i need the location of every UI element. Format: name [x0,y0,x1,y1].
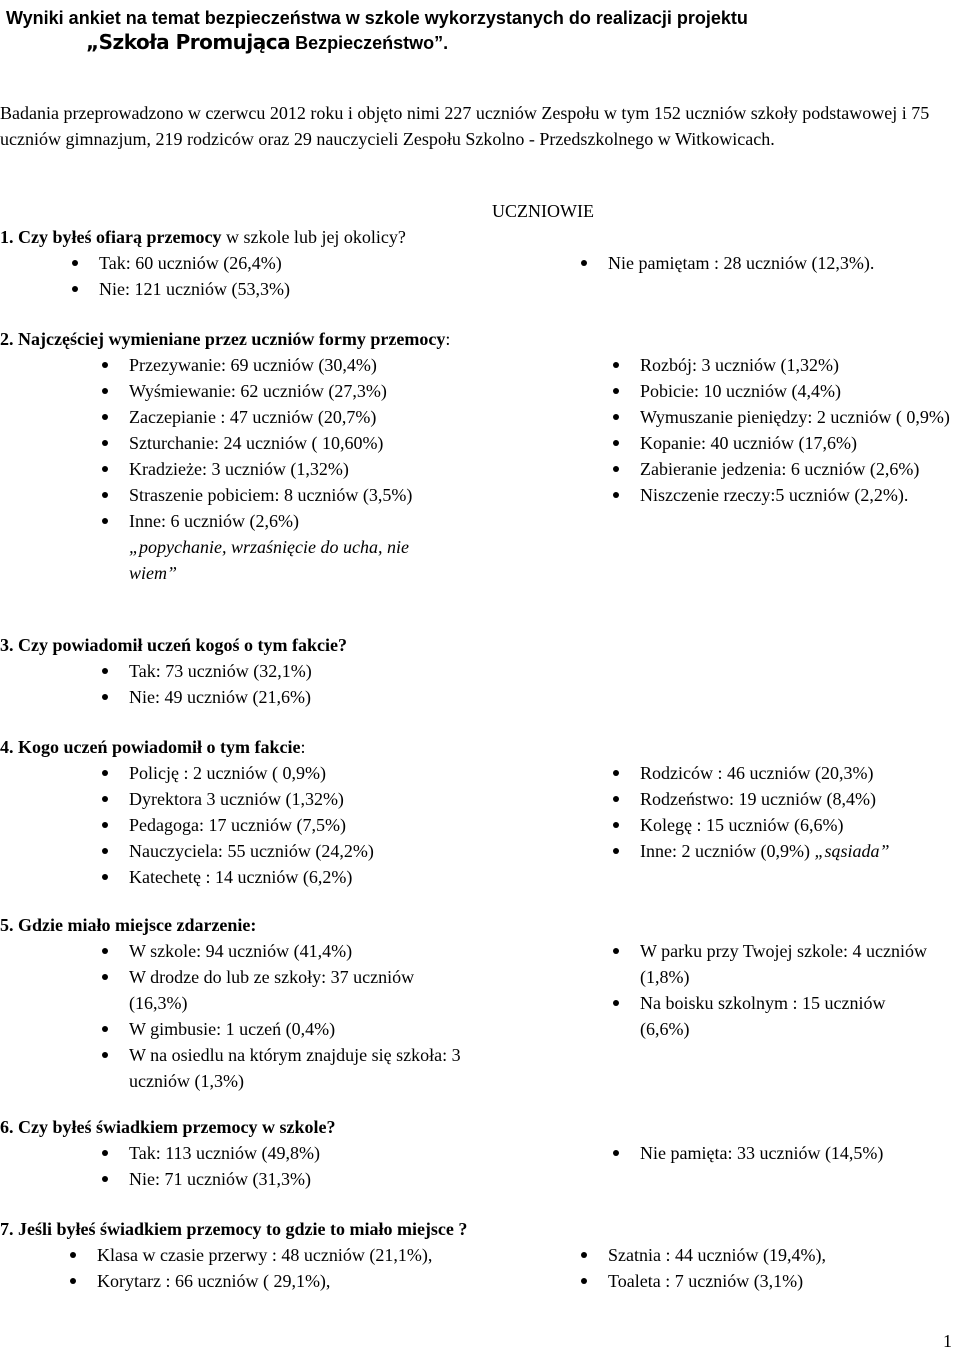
list-item: Szturchanie: 24 uczniów ( 10,60%) [96,430,426,456]
page-number: 1 [943,1331,952,1351]
question-7-answers-left [64,1242,454,1294]
list-item-text: Inne: 6 uczniów (2,6%) [129,511,299,531]
question-4-rest: : [300,737,306,757]
list-item: W na osiedlu na którym znajduje się szkoła: 3 uczniów (1,3%) [96,1042,476,1094]
list-item: Nie pamiętam : 28 uczniów (12,3%). [575,250,960,276]
title-line-1: Wyniki ankiet na temat bezpieczeństwa w szkole wykorzystanych do realizacji projektu [6,8,748,28]
question-7-number: 7. [0,1219,14,1239]
list-item [96,508,426,586]
question-2-bold: Najczęściej wymieniane przez uczniów formy przemocy [13,329,446,349]
list-item: Wyśmiewanie: 62 uczniów (27,3%) [96,378,426,404]
list-item-note: „popychanie, wrzaśnięcie do ucha, nie wiem” [129,537,409,583]
question-6-bold: Czy byłeś świadkiem przemocy w szkole? [13,1117,336,1137]
list-item: Toaleta : 7 uczniów (3,1%) [575,1268,960,1294]
question-2-answers-right [607,352,960,508]
title-line-2 [6,30,956,55]
list-item: Rozbój: 3 uczniów (1,32%) [607,352,960,378]
list-item: Pedagoga: 17 uczniów (7,5%) [96,812,516,838]
list-item: Nauczyciela: 55 uczniów (24,2%) [96,838,516,864]
list-item: Nie: 49 uczniów (21,6%) [96,684,496,710]
list-item: Pobicie: 10 uczniów (4,4%) [607,378,960,404]
question-3-number: 3. [0,635,14,655]
question-7-answers-right [575,1242,960,1294]
list-item: W gimbusie: 1 uczeń (0,4%) [96,1016,476,1042]
question-1 [0,224,406,250]
question-1-answers-left [66,250,566,302]
list-item: W parku przy Twojej szkole: 4 uczniów (1,8%) [607,938,937,990]
list-item-text: Inne: 2 uczniów (0,9%) [640,841,815,861]
list-item: Korytarz : 66 uczniów ( 29,1%), [64,1268,454,1294]
question-3 [0,632,347,658]
question-1-bold: Czy byłeś ofiarą przemocy [13,227,222,247]
document-title [6,6,956,55]
list-item: Nie: 121 uczniów (53,3%) [66,276,566,302]
list-item: Zabieranie jedzenia: 6 uczniów (2,6%) [607,456,960,482]
question-1-answers-right [575,250,960,276]
question-5-bold: Gdzie miało miejsce zdarzenie: [13,915,257,935]
question-4 [0,734,306,760]
list-item: W szkole: 94 uczniów (41,4%) [96,938,476,964]
question-3-bold: Czy powiadomił uczeń kogoś o tym fakcie? [13,635,347,655]
list-item: Nie pamięta: 33 uczniów (14,5%) [607,1140,960,1166]
question-3-answers [96,658,496,710]
list-item: Zaczepianie : 47 uczniów (20,7%) [96,404,426,430]
list-item: Nie: 71 uczniów (31,3%) [96,1166,496,1192]
question-4-answers-left [96,760,516,890]
list-item: Kradzieże: 3 uczniów (1,32%) [96,456,426,482]
question-2-rest: : [445,329,451,349]
list-item: Na boisku szkolnym : 15 uczniów (6,6%) [607,990,937,1042]
question-5-answers-right [607,938,937,1042]
list-item: Niszczenie rzeczy:5 uczniów (2,2%). [607,482,960,508]
section-heading: UCZNIOWIE [492,201,594,221]
question-4-number: 4. [0,737,14,757]
list-item: W drodze do lub ze szkoły: 37 uczniów (16,3%) [96,964,476,1016]
question-2-number: 2. [0,329,14,349]
question-6-answers-right [607,1140,960,1166]
question-7 [0,1216,467,1242]
list-item: Policję : 2 uczniów ( 0,9%) [96,760,516,786]
question-4-answers-right [607,760,960,864]
question-1-rest: w szkole lub jej okolicy? [221,227,406,247]
question-6-answers-left [96,1140,496,1192]
list-item: Kopanie: 40 uczniów (17,6%) [607,430,960,456]
question-4-bold: Kogo uczeń powiadomił o tym fakcie [13,737,301,757]
list-item: Klasa w czasie przerwy : 48 uczniów (21,1%), [64,1242,454,1268]
list-item: Dyrektora 3 uczniów (1,32%) [96,786,516,812]
list-item: Tak: 73 uczniów (32,1%) [96,658,496,684]
question-7-bold: Jeśli byłeś świadkiem przemocy to gdzie to miało miejsce ? [13,1219,468,1239]
list-item: Tak: 60 uczniów (26,4%) [66,250,566,276]
question-5-answers-left [96,938,476,1094]
question-6 [0,1114,335,1140]
list-item: Rodzeństwo: 19 uczniów (8,4%) [607,786,960,812]
list-item: Szatnia : 44 uczniów (19,4%), [575,1242,960,1268]
list-item-note: „sąsiada” [814,841,890,861]
list-item [607,838,960,864]
question-1-number: 1. [0,227,14,247]
question-5 [0,912,256,938]
list-item: Kolegę : 15 uczniów (6,6%) [607,812,960,838]
list-item: Katechetę : 14 uczniów (6,2%) [96,864,516,890]
question-2 [0,326,450,352]
question-6-number: 6. [0,1117,14,1137]
list-item: Wymuszanie pieniędzy: 2 uczniów ( 0,9%) [607,404,960,430]
question-5-number: 5. [0,915,14,935]
intro-paragraph: Badania przeprowadzono w czerwcu 2012 roku i objęto nimi 227 uczniów Zespołu w tym 152 uczniów szkoły podstawowej i 75 uczniów gimnazjum, 219 rodziców oraz 29 nauczycieli Zespołu Szkolno - Przedszkolnego w Witkowicach. [0,103,930,149]
title-project-name: „Szkoła Promująca [86,30,291,54]
list-item: Przezywanie: 69 uczniów (30,4%) [96,352,426,378]
question-2-answers-left [96,352,426,586]
list-item: Straszenie pobiciem: 8 uczniów (3,5%) [96,482,426,508]
list-item: Tak: 113 uczniów (49,8%) [96,1140,496,1166]
list-item: Rodziców : 46 uczniów (20,3%) [607,760,960,786]
title-project-name-rest: Bezpieczeństwo”. [290,33,449,53]
